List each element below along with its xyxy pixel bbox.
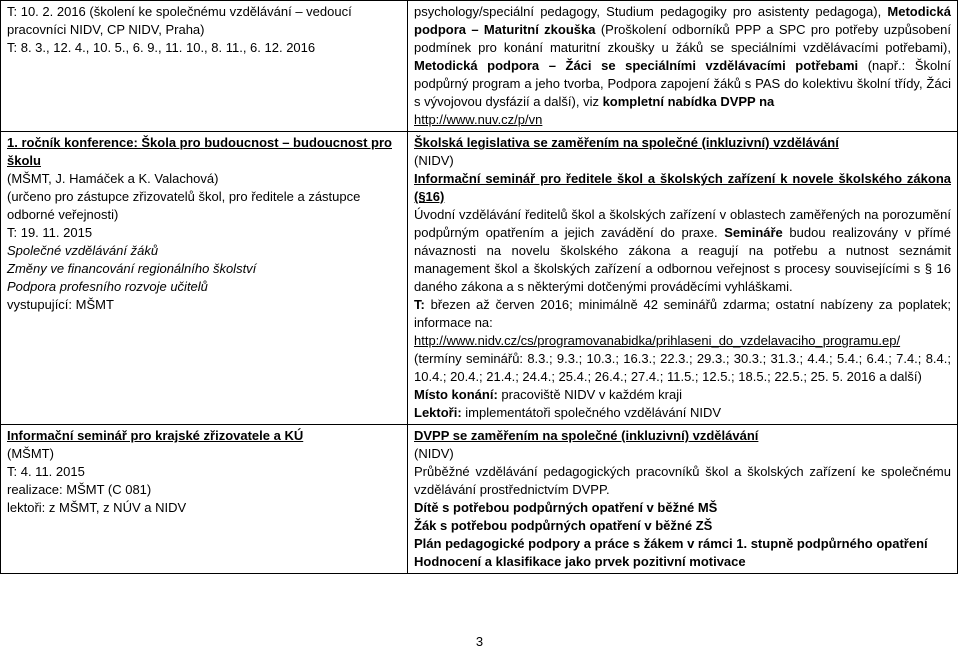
nidv-link[interactable]: http://www.nidv.cz/cs/programovanabidka/prihlaseni_do_vzdelavaciho_programu.ep/ bbox=[414, 333, 901, 348]
text-span: budou realizovány v přímé návaznosti na novelu školského zákona a reagují na potřebu a nutnost seznámit management škol a školských zařízení a odbornou veřejnost s procesy souvisejícími s § 16 daného zákona a s některými dotčenými prováděcími vyhláškami. bbox=[414, 225, 951, 294]
seminar-term bbox=[414, 296, 951, 332]
dvpp-course-item: Žák s potřebou podpůrných opatření v běžné ZŠ bbox=[414, 518, 713, 533]
conference-speakers: vystupující: MŠMT bbox=[7, 297, 114, 312]
legislation-org: (NIDV) bbox=[414, 153, 454, 168]
dvpp-course-item: Dítě s potřebou podpůrných opatření v běžné MŠ bbox=[414, 500, 718, 515]
seminar-description bbox=[414, 206, 951, 296]
conference-date: T: 19. 11. 2015 bbox=[7, 225, 93, 240]
training-dates-list: T: 8. 3., 12. 4., 10. 5., 6. 9., 11. 10., 8. 11., 6. 12. 2016 bbox=[7, 40, 316, 55]
regional-seminar-lecturers: lektoři: z MŠMT, z NÚV a NIDV bbox=[7, 500, 187, 515]
training-dates-line: T: 10. 2. 2016 (školení ke společnému vzdělávání – vedoucí pracovníci NIDV, CP NIDV, Praha) bbox=[7, 4, 352, 37]
text-span: Úvodní vzdělávání ředitelů škol a školských zařízení v oblastech zaměřených na porozumění podpůrným opatřením a jejich zavádění do praxe. bbox=[414, 207, 951, 240]
seminar-title: Informační seminář pro ředitele škol a školských zařízení k novele školského zákona (§16) bbox=[414, 171, 951, 204]
table-row bbox=[1, 425, 958, 574]
text-span: pracoviště NIDV v každém kraji bbox=[497, 387, 683, 402]
dvpp-description: Průběžné vzdělávání pedagogických pracovníků škol a školských zařízení ke společnému vzdělávání prostřednictvím DVPP. bbox=[414, 464, 951, 497]
seminar-dates: (termíny seminářů: 8.3.; 9.3.; 10.3.; 16.3.; 22.3.; 29.3.; 30.3.; 31.3.; 4.4.; 5.4.; 6.4.; 7.4.; 8.4.; 10.4.; 20.4.; 21.4.; 24.4.; 25.4.; 26.4.; 27.4.; 11.5.; 12.5.; 18.5.; 22.5.; 25. 5. 2016 a další) bbox=[414, 351, 951, 384]
text-span: psychology/speciální pedagogy, Studium pedagogiky pro asistenty pedagoga), bbox=[414, 4, 888, 19]
right-cell-1 bbox=[408, 1, 958, 132]
page-number: 3 bbox=[475, 634, 484, 649]
dvpp-course-item: Hodnocení a klasifikace jako prvek pozitivní motivace bbox=[414, 554, 746, 569]
regional-seminar-realization: realizace: MŠMT (C 081) bbox=[7, 482, 152, 497]
text-span: březen až červen 2016; minimálně 42 seminářů zdarma; ostatní nabízeny za poplatek; informace na: bbox=[414, 297, 951, 330]
bold-span: Lektoři: bbox=[414, 405, 462, 420]
dvpp-title: DVPP se zaměřením na společné (inkluzivní) vzdělávání bbox=[414, 428, 759, 443]
table-row bbox=[1, 132, 958, 425]
left-cell-2 bbox=[1, 132, 408, 425]
right-cell-2 bbox=[408, 132, 958, 425]
text-span: implementátoři společného vzdělávání NIDV bbox=[461, 405, 722, 420]
text-span: (Proškolení odborníků PPP a SPC pro potřeby uzpůsobení podmínek pro konání maturitní zkoušky u žáků se speciálními vzdělávacími potřebami), bbox=[414, 22, 952, 55]
conference-org: (MŠMT, J. Hamáček a K. Valachová) bbox=[7, 171, 219, 186]
table-row bbox=[1, 1, 958, 132]
seminar-lecturers bbox=[414, 404, 951, 422]
regional-seminar-title: Informační seminář pro krajské zřizovatele a KÚ bbox=[7, 428, 304, 443]
conference-title: 1. ročník konference: Škola pro budoucnost – budoucnost pro školu bbox=[7, 135, 392, 168]
bold-span: T: bbox=[414, 297, 425, 312]
dvpp-course-item: Plán pedagogické podpory a práce s žákem v rámci 1. stupně podpůrného opatření bbox=[414, 536, 928, 551]
conference-audience: (určeno pro zástupce zřizovatelů škol, pro ředitele a zástupce odborné veřejnosti) bbox=[7, 189, 361, 222]
left-cell-1 bbox=[1, 1, 408, 132]
legislation-title: Školská legislativa se zaměřením na společné (inkluzivní) vzdělávání bbox=[414, 135, 839, 150]
left-cell-3 bbox=[1, 425, 408, 574]
regional-seminar-date: T: 4. 11. 2015 bbox=[7, 464, 85, 479]
seminar-place bbox=[414, 386, 951, 404]
conference-topic: Podpora profesního rozvoje učitelů bbox=[7, 279, 208, 294]
regional-seminar-org: (MŠMT) bbox=[7, 446, 54, 461]
dvpp-offer-paragraph bbox=[414, 3, 951, 111]
conference-topic: Společné vzdělávání žáků bbox=[7, 243, 159, 258]
conference-topic: Změny ve financování regionálního školství bbox=[7, 261, 257, 276]
right-cell-3 bbox=[408, 425, 958, 574]
nuv-link[interactable]: http://www.nuv.cz/p/vn bbox=[414, 112, 543, 127]
bold-span: Metodická podpora – Žáci se speciálními vzdělávacími potřebami bbox=[414, 58, 859, 73]
bold-span: Metodická podpora – Maturitní zkouška bbox=[414, 4, 951, 37]
bold-span: Místo konání: bbox=[414, 387, 498, 402]
bold-span: kompletní nabídka DVPP na bbox=[602, 94, 775, 109]
text-span: (např.: Školní podpůrný program a jeho tvorba, Podpora zapojení žáků s PAS do kolektivu školní třídy, Žáci s vývojovou dysfázií a další), viz bbox=[414, 58, 951, 109]
dvpp-org: (NIDV) bbox=[414, 446, 454, 461]
bold-span: Semináře bbox=[724, 225, 783, 240]
